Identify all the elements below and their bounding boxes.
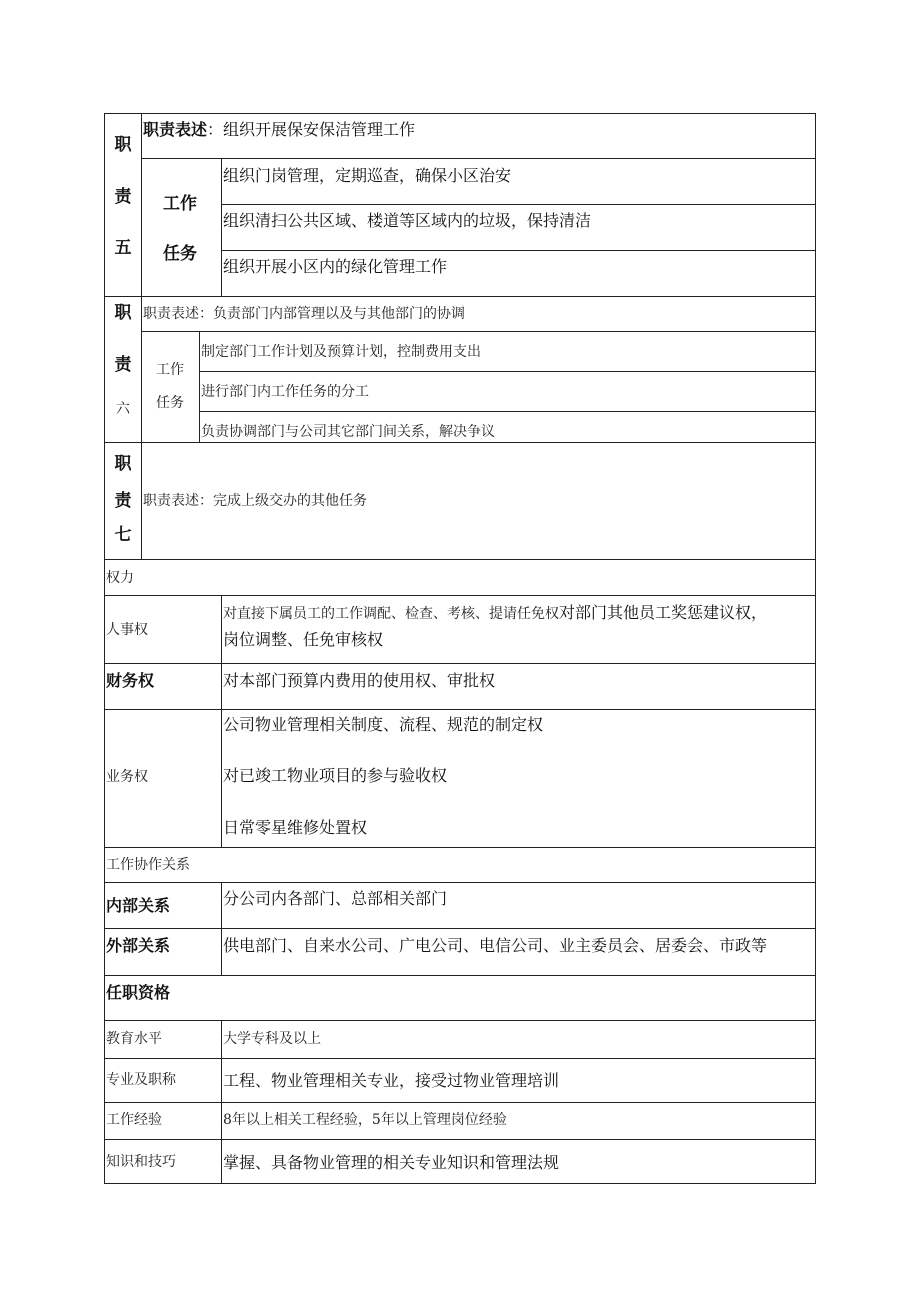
duty6-task-1: 制定部门工作计划及预算计划，控制费用支出 [201, 344, 481, 360]
duty5-task-2: 组织清扫公共区域、楼道等区域内的垃圾，保持清洁 [223, 211, 592, 230]
major-row-bottom [104, 1102, 816, 1103]
duty7-description: 职责表述：完成上级交办的其他任务 [143, 493, 367, 509]
authority-label-divider [221, 595, 222, 847]
duty6-task-divider-1 [199, 371, 816, 372]
duty6-task-label-1: 工作 [156, 362, 184, 378]
experience-label: 工作经验 [106, 1112, 162, 1128]
major-value: 工程、物业管理相关专业，接受过物业管理培训 [223, 1071, 560, 1090]
personnel-text-line-1 [223, 605, 767, 621]
duty6-task-3: 负责协调部门与公司其它部门间关系，解决争议 [201, 424, 495, 440]
internal-row-bottom [104, 928, 816, 929]
personnel-text-a: 对直接下属员工的工作调配、检查、考核、提请任免权 [223, 606, 559, 622]
duty7-bottom [104, 559, 816, 560]
duty5-description [143, 122, 415, 138]
personnel-label: 人事权 [106, 622, 148, 638]
duty6-task-divider-2 [199, 411, 816, 412]
education-value: 大学专科及以上 [223, 1031, 321, 1047]
personnel-text-b: 对部门其他员工奖惩建议权， [559, 603, 768, 622]
table-border-left [104, 113, 105, 1184]
relations-bottom [104, 975, 816, 976]
business-item-2: 对已竣工物业项目的参与验收权 [223, 766, 448, 785]
education-row-bottom [104, 1058, 816, 1059]
finance-row-bottom [104, 709, 816, 710]
experience-value: 8年以上相关工程经验，5年以上管理岗位经验 [223, 1112, 507, 1128]
major-label: 专业及职称 [106, 1072, 176, 1088]
duty6-desc-bottom [141, 331, 816, 332]
duty5-desc-label: 职责表述 [143, 120, 208, 139]
finance-label: 财务权 [106, 671, 155, 690]
experience-row-bottom [104, 1139, 816, 1140]
business-label: 业务权 [106, 769, 148, 785]
duty5-task-label-2: 任务 [163, 244, 197, 264]
business-item-1: 公司物业管理相关制度、流程、规范的制定权 [223, 715, 544, 734]
duty6-task-label-2: 任务 [156, 395, 184, 411]
document-page: 职 责 五 职责表述：组织开展保安保洁管理工作 工作 任务 组织门岗管理，定期巡查，确保小区治安 组织清扫公共区域、楼道等区域内的垃圾，保持清洁 组织开展小区内的绿化管理工作 职 责 六 职责表述：负责部门内部管理以及与其他部门的协调 工作 任务 制定部门工作计划及预算计划，控制费用支出 进行部门内工作任务的分工 负责协调部门与公司其它部门间关系，解决争议 职 责 七 职责表述：完成上级交办的其他任务 权力 人事权 对直接下属员工的工作调配、检查、考核、提请任免权对部门其他员工奖惩建议权， 岗位调整、任免审核权 财务权 对本部门预算内费用的使用权、审批权 业务权 公司物业管理相关制度、流程、规范的制定权 对已竣工物业项目的参与验收权 日常零星维修处置权 工作协作关系 内部关系 分公司内各部门、总部相关部门 外部关系 供电部门、自来水公司、广电公司、电信公司、业主委员会、居委会、市政等 任职资格 教育水平 大学专科及以上 专业及职称 工程、物业管理相关专业，接受过物业管理培训 工作经验 8年以上相关工程经验，5年以上管理岗位经验 知识和技巧 掌握、具备物业管理的相关专业知识和管理法规 [0, 0, 920, 1301]
internal-label: 内部关系 [106, 896, 171, 915]
duty5-task-label-divider [221, 158, 222, 296]
duty5-task-label-1: 工作 [163, 194, 197, 214]
education-label: 教育水平 [106, 1031, 162, 1047]
duty6-description: 职责表述：负责部门内部管理以及与其他部门的协调 [143, 306, 465, 322]
external-label: 外部关系 [106, 936, 171, 955]
personnel-row-bottom [104, 663, 816, 664]
skills-value: 掌握、具备物业管理的相关专业知识和管理法规 [223, 1153, 560, 1172]
duty5-task-3: 组织开展小区内的绿化管理工作 [223, 257, 448, 276]
table-border-bottom [104, 1183, 816, 1184]
duty6-bottom [104, 442, 816, 443]
business-item-3: 日常零星维修处置权 [223, 818, 368, 837]
relations-heading: 工作协作关系 [106, 857, 190, 873]
finance-text: 对本部门预算内费用的使用权、审批权 [223, 671, 496, 690]
duty-label-column-divider [141, 113, 142, 559]
qualifications-heading: 任职资格 [106, 983, 171, 1002]
table-border-right [815, 113, 816, 1184]
duty5-task-divider-1 [221, 204, 816, 205]
table-border-top [104, 113, 816, 114]
duty5-desc-bottom [141, 158, 816, 159]
authority-heading-bottom [104, 595, 816, 596]
authority-heading: 权力 [106, 570, 134, 586]
skills-label: 知识和技巧 [106, 1154, 176, 1170]
personnel-text-line-2: 岗位调整、任免审核权 [223, 630, 384, 649]
relations-heading-bottom [104, 882, 816, 883]
duty6-task-2: 进行部门内工作任务的分工 [201, 384, 369, 400]
authority-bottom [104, 847, 816, 848]
duty5-task-1: 组织门岗管理，定期巡查，确保小区治安 [223, 166, 512, 185]
duty6-task-label-divider [199, 331, 200, 442]
duty5-desc-text: ：组织开展保安保洁管理工作 [207, 120, 416, 139]
qualifications-heading-bottom [104, 1020, 816, 1021]
external-text: 供电部门、自来水公司、广电公司、电信公司、业主委员会、居委会、市政等 [223, 936, 768, 955]
duty5-bottom [104, 296, 816, 297]
internal-text: 分公司内各部门、总部相关部门 [223, 889, 448, 908]
duty5-task-divider-2 [221, 250, 816, 251]
